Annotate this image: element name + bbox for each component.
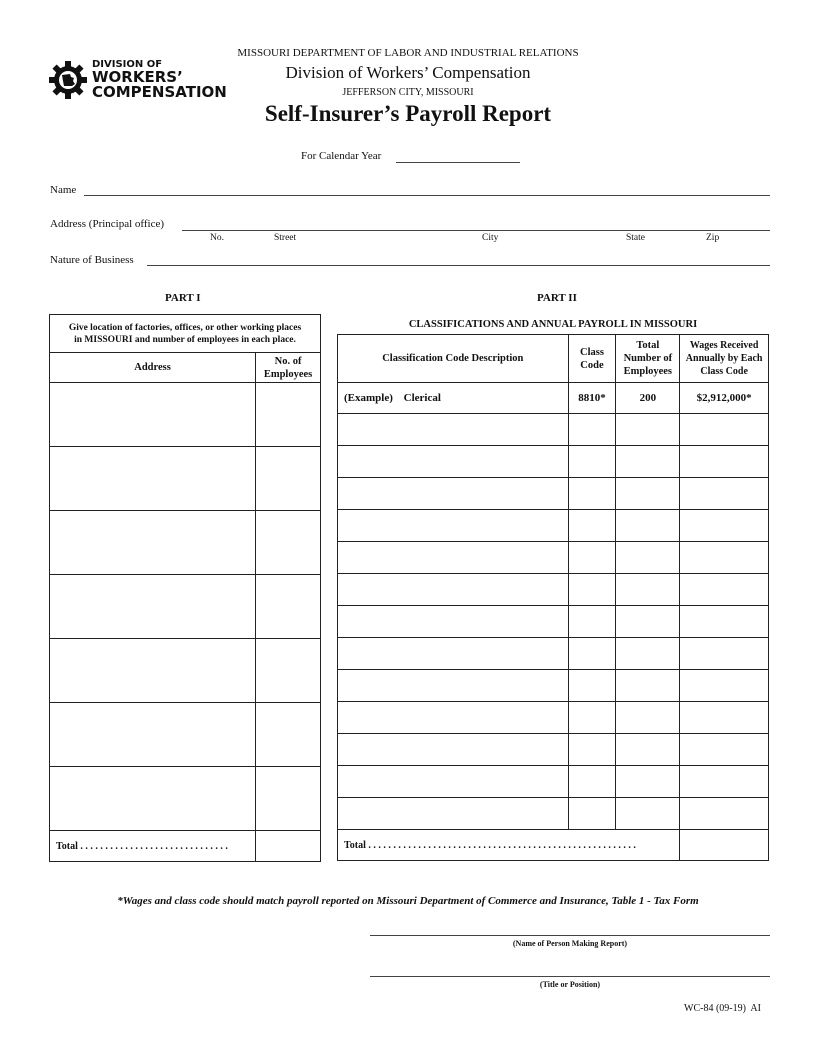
description-cell[interactable]	[338, 798, 569, 830]
address-part-city: City	[482, 233, 499, 243]
table-row	[338, 574, 769, 606]
col-total-line2: Number of	[623, 353, 673, 364]
address-cell[interactable]	[50, 447, 256, 511]
description-cell[interactable]	[338, 638, 569, 670]
part1-instructions-line2: in MISSOURI and number of employees in each place.	[74, 334, 296, 345]
description-cell[interactable]	[338, 574, 569, 606]
division-name: Division of Workers’ Compensation	[285, 63, 531, 82]
calendar-year-label: For Calendar Year	[301, 150, 382, 162]
example-code: 8810*	[568, 383, 616, 414]
code-cell[interactable]	[568, 542, 616, 574]
employees-cell[interactable]	[616, 606, 680, 638]
col-code-line2: Code	[580, 359, 604, 371]
col-total-line1: Total	[636, 340, 660, 351]
wages-cell[interactable]	[680, 702, 769, 734]
employees-cell[interactable]	[256, 767, 321, 831]
employees-cell[interactable]	[256, 447, 321, 511]
table-row	[338, 702, 769, 734]
part1-instructions-line1: Give location of factories, offices, or other working places	[68, 322, 302, 333]
employees-cell[interactable]	[616, 638, 680, 670]
example-wages: $2,912,000*	[680, 383, 769, 414]
code-cell[interactable]	[568, 606, 616, 638]
code-cell[interactable]	[568, 574, 616, 606]
table-row	[338, 414, 769, 446]
logo-line1: DIVISION OF	[92, 59, 163, 70]
address-part-state: State	[626, 233, 645, 243]
part2-table	[337, 334, 769, 861]
table-row	[50, 639, 321, 703]
description-cell[interactable]	[338, 702, 569, 734]
address-input[interactable]	[182, 230, 770, 231]
col-description-header: Classification Code Description	[338, 335, 569, 383]
employees-cell[interactable]	[616, 510, 680, 542]
city-name: JEFFERSON CITY, MISSOURI	[342, 87, 474, 98]
code-cell[interactable]	[568, 702, 616, 734]
code-cell[interactable]	[568, 638, 616, 670]
part1-total-label: Total . . . . . . . . . . . . . . . . . . . . . . . . . . . . . .	[50, 831, 256, 862]
code-cell[interactable]	[568, 798, 616, 830]
reporter-title-input[interactable]	[370, 976, 770, 977]
part1-heading: PART I	[165, 292, 201, 304]
employees-cell[interactable]	[616, 542, 680, 574]
wages-cell[interactable]	[680, 606, 769, 638]
table-row	[338, 766, 769, 798]
col-total-line3: Employees	[623, 366, 673, 377]
col-wages-line3: Class Code	[700, 366, 748, 377]
table-row	[338, 734, 769, 766]
part2-total-label: Total . . . . . . . . . . . . . . . . . . . . . . . . . . . . . . . . . . . . . . . . . . . . . . . . . . . . . .	[338, 830, 680, 861]
description-cell[interactable]	[338, 606, 569, 638]
example-description-text: Clerical	[403, 392, 441, 404]
table-row	[50, 383, 321, 447]
address-cell[interactable]	[50, 511, 256, 575]
wages-cell[interactable]	[680, 446, 769, 478]
table-row	[50, 447, 321, 511]
address-cell[interactable]	[50, 575, 256, 639]
wages-cell[interactable]	[680, 766, 769, 798]
col-employees-line2: Employees	[263, 368, 313, 380]
address-label: Address (Principal office)	[50, 218, 165, 230]
footnote: *Wages and class code should match payroll reported on Missouri Department of Commerce and Insurance, Table 1 - Tax Form	[117, 895, 699, 907]
code-cell[interactable]	[568, 414, 616, 446]
employees-cell[interactable]	[616, 574, 680, 606]
wages-cell[interactable]	[680, 510, 769, 542]
table-row	[50, 511, 321, 575]
col-code-header	[568, 335, 616, 383]
table-row	[338, 638, 769, 670]
address-part-street: Street	[274, 233, 297, 243]
address-cell[interactable]	[50, 639, 256, 703]
table-row	[338, 446, 769, 478]
name-input[interactable]	[84, 195, 770, 196]
wages-cell[interactable]	[680, 478, 769, 510]
logo-line3: COMPENSATION	[92, 83, 227, 101]
col-address-header: Address	[50, 353, 256, 383]
reporter-title-caption: (Title or Position)	[539, 980, 601, 989]
reporter-name-input[interactable]	[370, 935, 770, 936]
employees-cell[interactable]	[616, 478, 680, 510]
employees-cell[interactable]	[256, 703, 321, 767]
page-title: Self-Insurer’s Payroll Report	[264, 101, 552, 126]
table-row	[338, 606, 769, 638]
col-total-employees-header	[616, 335, 680, 383]
example-label: (Example)	[344, 392, 393, 404]
code-cell[interactable]	[568, 734, 616, 766]
description-cell[interactable]	[338, 734, 569, 766]
table-row	[338, 798, 769, 830]
address-cell[interactable]	[50, 767, 256, 831]
table-row	[338, 670, 769, 702]
employees-cell[interactable]	[616, 702, 680, 734]
wages-cell[interactable]	[680, 638, 769, 670]
col-wages-header	[680, 335, 769, 383]
employees-cell[interactable]	[616, 798, 680, 830]
code-cell[interactable]	[568, 478, 616, 510]
part2-table-title: CLASSIFICATIONS AND ANNUAL PAYROLL IN MISSOURI	[408, 319, 698, 330]
part1-total-cell[interactable]	[256, 831, 321, 862]
employees-cell[interactable]	[616, 734, 680, 766]
nature-input[interactable]	[147, 265, 770, 266]
name-label: Name	[50, 184, 77, 196]
wages-cell[interactable]	[680, 798, 769, 830]
wages-cell[interactable]	[680, 542, 769, 574]
code-cell[interactable]	[568, 670, 616, 702]
part2-heading: PART II	[537, 292, 577, 304]
example-description	[338, 383, 569, 414]
wages-cell[interactable]	[680, 670, 769, 702]
example-row	[338, 383, 769, 414]
part2-total-cell[interactable]	[680, 830, 769, 861]
table-row	[338, 478, 769, 510]
col-code-line1: Class	[580, 346, 604, 358]
reporter-name-caption: (Name of Person Making Report)	[512, 939, 628, 948]
employees-cell[interactable]	[616, 670, 680, 702]
logo-line2: WORKERS’	[92, 68, 183, 86]
description-cell[interactable]	[338, 542, 569, 574]
part1-table	[49, 314, 321, 862]
wages-cell[interactable]	[680, 574, 769, 606]
part1-instructions	[50, 315, 321, 353]
nature-label: Nature of Business	[50, 254, 134, 266]
employees-cell[interactable]	[256, 575, 321, 639]
table-row	[50, 703, 321, 767]
col-wages-line2: Annually by Each	[685, 353, 763, 364]
employees-cell[interactable]	[616, 766, 680, 798]
wages-cell[interactable]	[680, 734, 769, 766]
col-wages-line1: Wages Received	[689, 340, 759, 351]
address-part-no: No.	[210, 233, 224, 243]
description-cell[interactable]	[338, 766, 569, 798]
description-cell[interactable]	[338, 414, 569, 446]
employees-cell[interactable]	[256, 511, 321, 575]
department-name: MISSOURI DEPARTMENT OF LABOR AND INDUSTRIAL RELATIONS	[237, 47, 579, 59]
address-cell[interactable]	[50, 703, 256, 767]
table-row	[338, 542, 769, 574]
employees-cell[interactable]	[616, 446, 680, 478]
employees-cell[interactable]	[256, 639, 321, 703]
description-cell[interactable]	[338, 478, 569, 510]
calendar-year-input[interactable]	[396, 162, 520, 163]
code-cell[interactable]	[568, 510, 616, 542]
employees-cell[interactable]	[616, 414, 680, 446]
wages-cell[interactable]	[680, 414, 769, 446]
description-cell[interactable]	[338, 510, 569, 542]
description-cell[interactable]	[338, 670, 569, 702]
col-employees-line1: No. of	[274, 355, 302, 367]
col-employees-header	[256, 353, 321, 383]
example-employees: 200	[616, 383, 680, 414]
address-cell[interactable]	[50, 383, 256, 447]
description-cell[interactable]	[338, 446, 569, 478]
table-row	[50, 575, 321, 639]
code-cell[interactable]	[568, 766, 616, 798]
form-id: WC-84 (09-19) AI	[684, 1003, 761, 1014]
address-part-zip: Zip	[706, 233, 720, 243]
table-row	[50, 767, 321, 831]
code-cell[interactable]	[568, 446, 616, 478]
table-row	[338, 510, 769, 542]
employees-cell[interactable]	[256, 383, 321, 447]
